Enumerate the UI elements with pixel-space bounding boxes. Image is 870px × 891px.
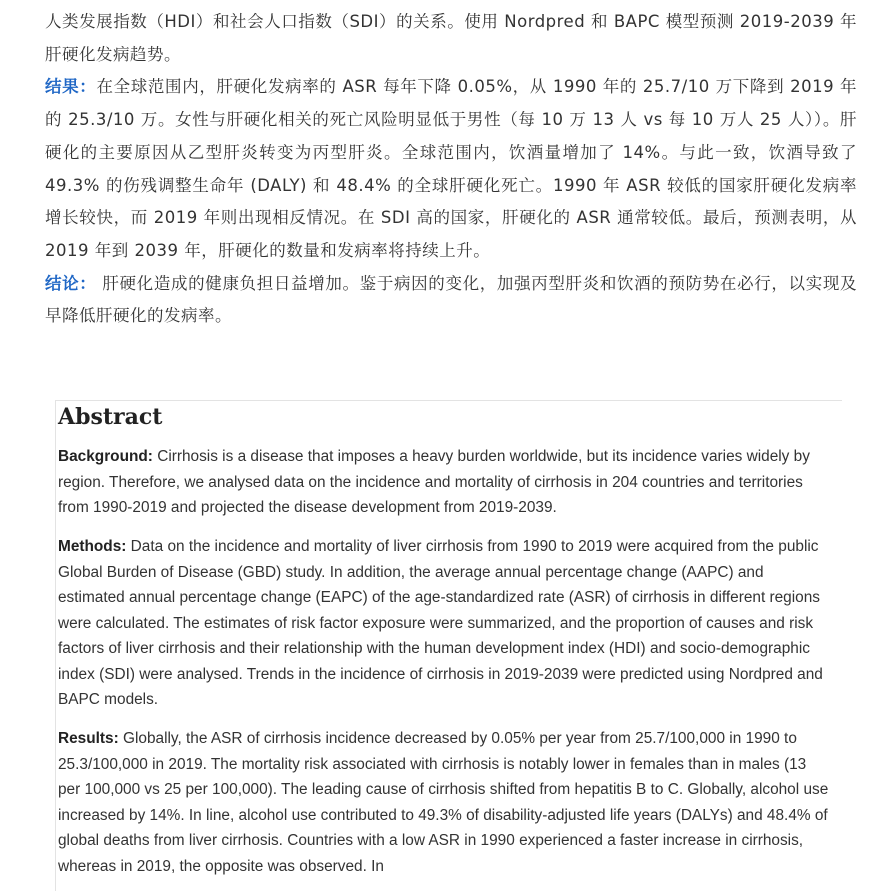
cn-results-label: 结果： [45,77,97,97]
methods-text: Data on the incidence and mortality of liver cirrhosis from 1990 to 2019 were acquired from the public Global Burden of Disease (GBD) study. In addition, the average annual percentage change (AAPC) and estimated annual percentage change (EAPC) of the age-standardized rate (ASR) of cirrhosis in different regions were calculated. The estimates of risk factor exposure were summarized, and the proportion of causes and risk factors of liver cirrhosis and their relationship with the human development index (HDI) and socio-demographic index (SDI) were analysed. Trends in the incidence of cirrhosis in 2019-2039 were predicted using Nordpred and BAPC models. [58,538,823,708]
background-paragraph [58,444,832,521]
abstract-title: Abstract [58,404,163,430]
methods-paragraph [58,534,832,713]
background-label: Background: [58,448,153,465]
cn-conclusion-text: 肝硬化造成的健康负担日益增加。鉴于病因的变化，加强丙型肝炎和饮酒的预防势在必行，以实现及早降低肝硬化的发病率。 [45,273,858,326]
results-paragraph [58,726,832,879]
cn-results-paragraph [45,71,857,267]
cn-conclusion-label: 结论： [45,273,97,293]
abstract-image [55,400,842,891]
cn-conclusion-paragraph [45,268,857,333]
results-text: Globally, the ASR of cirrhosis incidence decreased by 0.05% per year from 25.7/100,000 in 1990 to 25.3/100,000 in 2019. The mortality risk associated with cirrhosis is notably lower in females than in males (13 per 100,000 vs 25 per 100,000). The leading cause of cirrhosis shifted from hepatitis B to C. Globally, alcohol use increased by 14%. In line, alcohol use contributed to 49.3% of disability-adjusted life years (DALYs) and 48.4% of global deaths from liver cirrhosis. Countries with a low ASR in 1990 experienced a faster increase in cirrhosis, whereas in 2019, the opposite was observed. In [58,730,829,875]
methods-label: Methods: [58,538,127,555]
background-text: Cirrhosis is a disease that imposes a heavy burden worldwide, but its incidence varies widely by region. Therefore, we analysed data on the incidence and mortality of cirrhosis in 204 countries and territories from 1990-2019 and projected the disease development from 2019-2039. [58,448,810,516]
chinese-summary [45,6,857,333]
results-label: Results: [58,730,119,747]
cn-methods-tail [45,6,857,71]
cn-results-text: 在全球范围内，肝硬化发病率的 ASR 每年下降 0.05%，从 1990 年的 25.7/10 万下降到 2019 年的 25.3/10 万。女性与肝硬化相关的死亡风险明显低于男性（每 10 万 13 人 vs 每 10 万人 25 人））。肝硬化的主要原因从乙型肝炎转变为丙型肝炎。全球范围内，饮酒量增加了 14%。与此一致，饮酒导致了 49.3% 的伤残调整生命年 (DALY) 和 48.4% 的全球肝硬化死亡。1990 年 ASR 较低的国家肝硬化发病率增长较快，而 2019 年则出现相反情况。在 SDI 高的国家，肝硬化的 ASR 通常较低。最后，预测表明，从 2019 年到 2039 年，肝硬化的数量和发病率将持续上升。 [45,77,857,260]
cn-methods-text: 人类发展指数（HDI）和社会人口指数（SDI）的关系。使用 Nordpred 和 BAPC 模型预测 2019-2039 年肝硬化发病趋势。 [45,12,857,64]
